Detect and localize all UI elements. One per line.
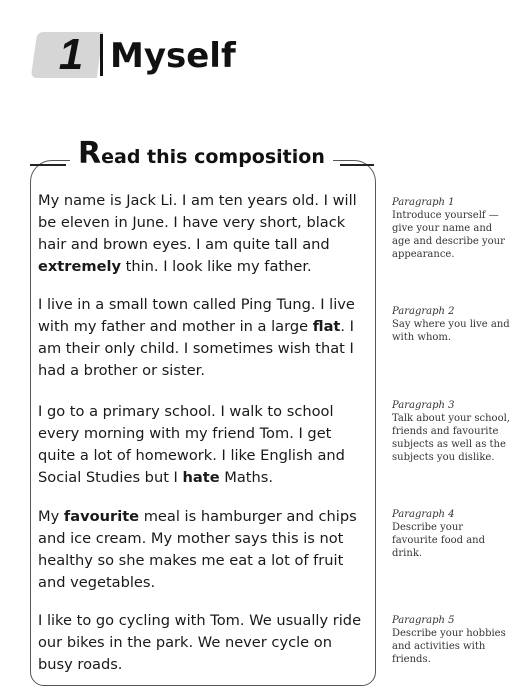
- bold-keyword: hate: [182, 469, 220, 486]
- paragraph-text: I go to a primary school. I walk to school every morning with my friend Tom. I get quite a lot of homework. I like English and Social Studies but I: [38, 403, 345, 486]
- margin-note: [392, 614, 510, 666]
- composition-paragraph: [38, 294, 366, 382]
- heading-rule-right: [340, 164, 374, 166]
- margin-note-label: Paragraph 2: [392, 306, 455, 317]
- section-heading-text: ead this composition: [101, 146, 325, 168]
- bold-keyword: flat: [312, 318, 341, 335]
- margin-note-text: Talk about your school, friends and favourite subjects as well as the subjects you dislike.: [392, 413, 510, 463]
- margin-note: [392, 508, 510, 560]
- margin-note-text: Describe your hobbies and activities with friends.: [392, 628, 506, 665]
- composition-paragraph: [38, 610, 366, 676]
- heading-rule-left: [30, 164, 66, 166]
- section-heading: [70, 136, 333, 171]
- paragraph-text: meal is hamburger and chips and ice cream. My mother says this is not healthy so she makes me eat a lot of fruit and vegetables.: [38, 508, 357, 591]
- paragraph-text: thin. I look like my father.: [121, 258, 312, 275]
- margin-note-label: Paragraph 3: [392, 400, 455, 411]
- margin-note: [392, 399, 510, 464]
- section-heading-initial: R: [78, 136, 102, 171]
- paragraph-text: My: [38, 508, 64, 525]
- composition-paragraph: [38, 506, 366, 594]
- bold-keyword: favourite: [63, 508, 140, 525]
- margin-note: [392, 196, 510, 261]
- unit-divider: [100, 34, 103, 76]
- paragraph-text: Maths.: [219, 469, 274, 486]
- paragraph-text: I live in a small town called Ping Tung. I live with my father and mother in a large: [38, 296, 355, 335]
- margin-note-text: Say where you live and with whom.: [392, 319, 510, 343]
- margin-note-label: Paragraph 4: [392, 509, 455, 520]
- margin-note: [392, 305, 510, 344]
- margin-note-label: Paragraph 5: [392, 615, 455, 626]
- paragraph-text: . I am their only child. I sometimes wish that I had a brother or sister.: [38, 318, 354, 379]
- margin-note-text: Describe your favourite food and drink.: [392, 522, 485, 559]
- margin-note-text: Introduce yourself — give your name and age and describe your appearance.: [392, 210, 505, 260]
- unit-header: [28, 28, 488, 88]
- unit-number: 1: [58, 30, 84, 79]
- composition-paragraph: [38, 190, 366, 278]
- paragraph-text: I like to go cycling with Tom. We usually ride our bikes in the park. We never cycle on busy roads.: [38, 612, 362, 673]
- margin-note-label: Paragraph 1: [392, 197, 455, 208]
- composition-paragraph: [38, 401, 366, 489]
- unit-title: Myself: [110, 36, 236, 76]
- bold-keyword: extremely: [38, 258, 122, 275]
- paragraph-text: My name is Jack Li. I am ten years old. I will be eleven in June. I have very short, black hair and brown eyes. I am quite tall and: [38, 192, 357, 253]
